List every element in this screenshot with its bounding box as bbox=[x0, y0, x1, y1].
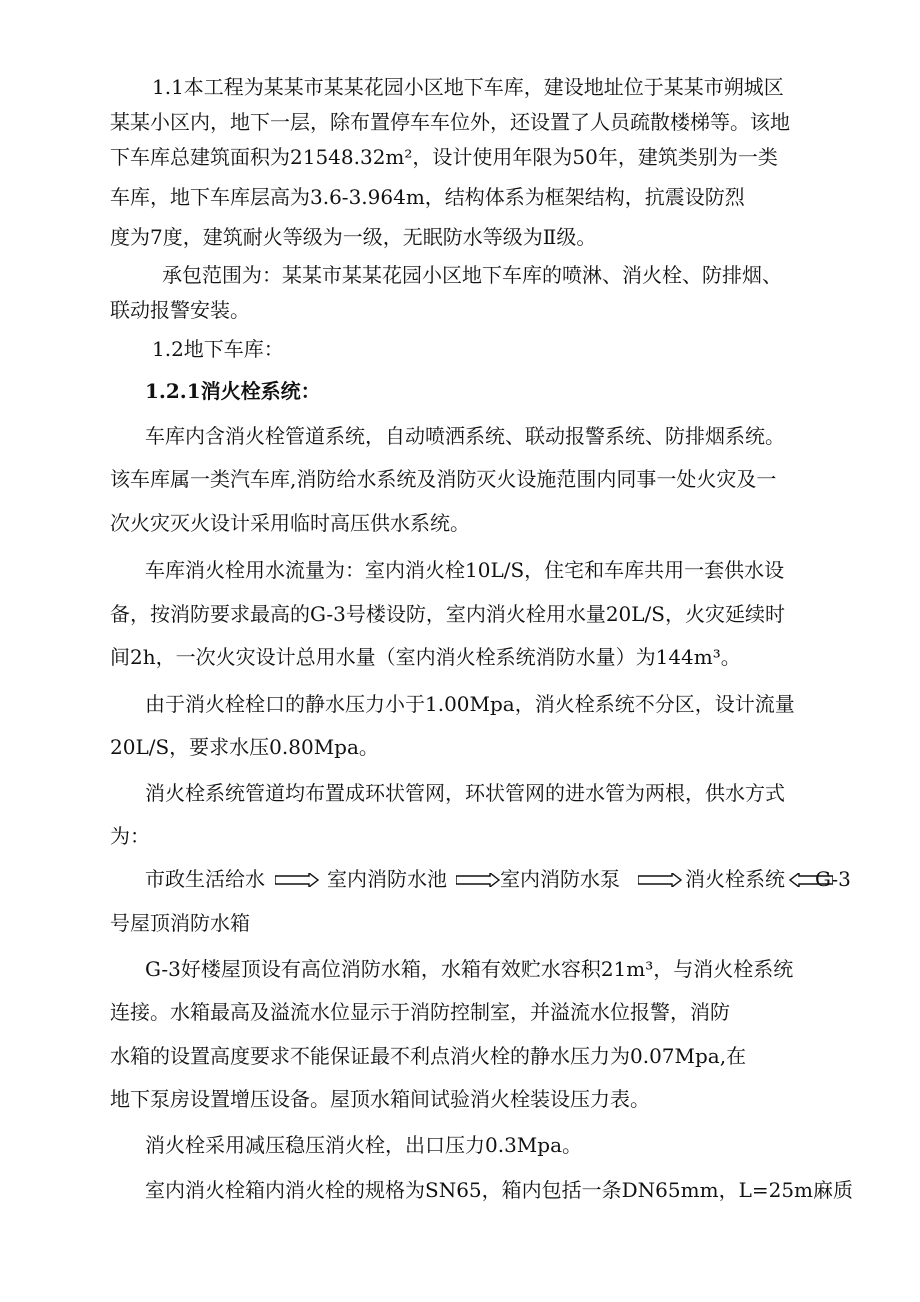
paragraph-line: 消火栓系统管道均布置成环状管网，环状管网的进水管为两根，供水方式 bbox=[145, 781, 785, 805]
paragraph-line: 下车库总建筑面积为21548.32m²，设计使用年限为50年，建筑类别为一类 bbox=[110, 145, 778, 169]
subsection-heading: 1.2.1消火栓系统： bbox=[145, 379, 321, 403]
paragraph-line: 该车库属一类汽车库,消防给水系统及消防灭火设施范围内同事一处火灾及一 bbox=[110, 467, 777, 491]
paragraph-line: 连接。水箱最高及溢流水位显示于消防控制室，并溢流水位报警，消防 bbox=[110, 1000, 730, 1024]
paragraph-line: 1.1本工程为某某市某某花园小区地下车库，建设地址位于某某市朔城区 bbox=[152, 75, 784, 99]
paragraph-line: 承包范围为：某某市某某花园小区地下车库的喷淋、消火栓、防排烟、 bbox=[162, 263, 782, 287]
paragraph-line: 车库，地下车库层高为3.6-3.964m，结构体系为框架结构，抗震设防烈 bbox=[110, 185, 745, 209]
right-arrow-icon bbox=[275, 873, 319, 887]
flow-step-hydrant-system: 消火栓系统 bbox=[685, 867, 785, 891]
paragraph-line: 为： bbox=[110, 824, 150, 848]
right-arrow-icon bbox=[456, 873, 500, 887]
paragraph-line: 次火灾灭火设计采用临时高压供水系统。 bbox=[110, 511, 470, 535]
flow-step-fire-pool: 室内消防水池 bbox=[327, 867, 447, 891]
flow-step-fire-pump: 室内消防水泵 bbox=[500, 867, 620, 891]
section-heading: 1.2地下车库： bbox=[152, 337, 284, 361]
paragraph-line: 联动报警安装。 bbox=[110, 298, 250, 322]
paragraph-line: 号屋顶消防水箱 bbox=[110, 911, 250, 935]
paragraph-line: 20L/S，要求水压0.80Mpa。 bbox=[110, 735, 379, 759]
paragraph-line: 水箱的设置高度要求不能保证最不利点消火栓的静水压力为0.07Mpa,在 bbox=[110, 1044, 747, 1068]
right-arrow-icon bbox=[638, 873, 682, 887]
flow-step-municipal-water: 市政生活给水 bbox=[145, 867, 265, 891]
paragraph-line: 间2h，一次火灾设计总用水量（室内消火栓系统消防水量）为144m³。 bbox=[110, 645, 741, 669]
paragraph-line: 由于消火栓栓口的静水压力小于1.00Mpa，消火栓系统不分区，设计流量 bbox=[145, 692, 795, 716]
paragraph-line: 度为7度，建筑耐火等级为一级，无眠防水等级为Ⅱ级。 bbox=[110, 225, 597, 249]
water-supply-flow-diagram bbox=[145, 867, 865, 897]
paragraph-line: 地下泵房设置增压设备。屋顶水箱间试验消火栓装设压力表。 bbox=[110, 1087, 650, 1111]
paragraph-line: 某某小区内，地下一层，除布置停车车位外，还设置了人员疏散楼梯等。该地 bbox=[110, 110, 790, 134]
paragraph-line: 备，按消防要求最高的G-3号楼设防，室内消火栓用水量20L/S，火灾延续时 bbox=[110, 602, 785, 626]
paragraph-line: G-3好楼屋顶设有高位消防水箱，水箱有效贮水容积21m³，与消火栓系统 bbox=[145, 957, 794, 981]
flow-step-building-g3: G-3 bbox=[815, 867, 851, 891]
paragraph-line: 室内消火栓箱内消火栓的规格为SN65，箱内包括一条DN65mm，L=25m麻质 bbox=[145, 1178, 854, 1202]
paragraph-line: 消火栓采用减压稳压消火栓，出口压力0.3Mpa。 bbox=[145, 1133, 583, 1157]
paragraph-line: 车库内含消火栓管道系统，自动喷洒系统、联动报警系统、防排烟系统。 bbox=[145, 424, 785, 448]
paragraph-line: 车库消火栓用水流量为：室内消火栓10L/S，住宅和车库共用一套供水设 bbox=[145, 558, 785, 582]
